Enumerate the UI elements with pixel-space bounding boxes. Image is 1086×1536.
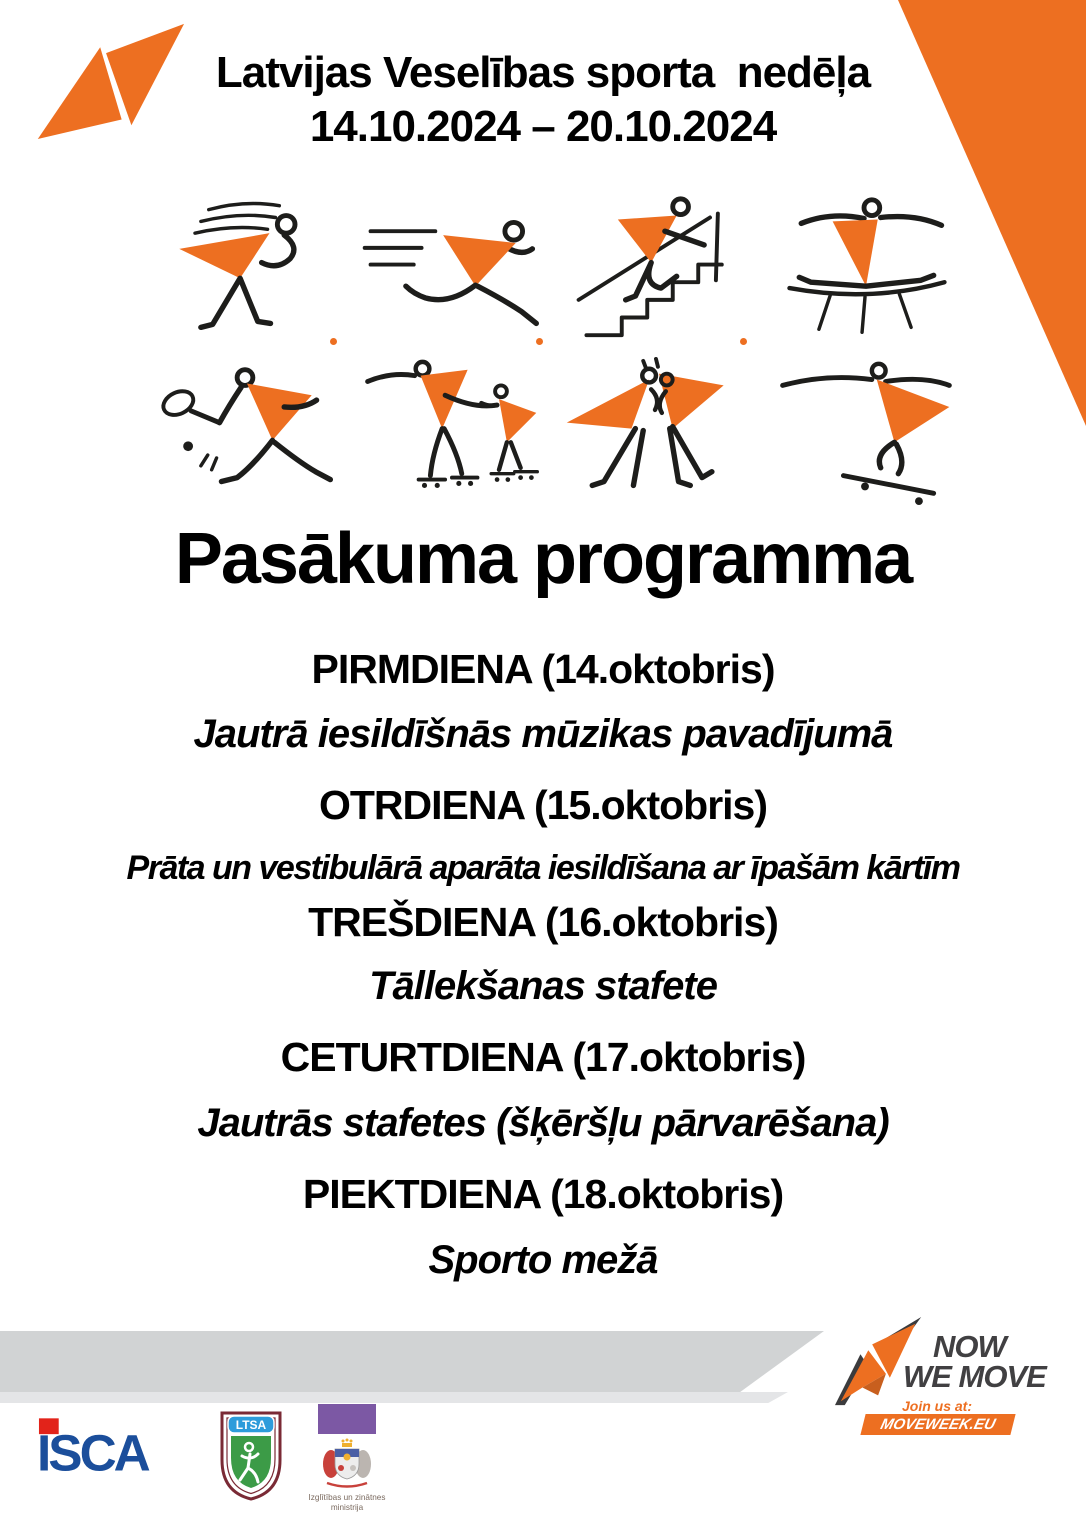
program-heading: Pasākuma programma	[174, 519, 912, 599]
program-day: PIRMDIENA (14.oktobris)	[311, 646, 775, 692]
separator-dot	[536, 338, 543, 345]
nowwemove-bird-icon	[30, 20, 186, 176]
nwm-line1: NOW	[933, 1329, 1006, 1364]
nowwemove-wordmark	[903, 1329, 1086, 1394]
separator-dot	[330, 338, 337, 345]
ministry-purple-banner	[318, 1404, 376, 1434]
program-day: CETURTDIENA (17.oktobris)	[280, 1034, 806, 1080]
ltsa-logo	[218, 1410, 284, 1502]
poster-title-line2: 14.10.2024 – 20.10.2024	[309, 102, 777, 151]
latvia-coat-of-arms-icon	[323, 1439, 371, 1487]
program-day: PIEKTDIENA (18.oktobris)	[302, 1171, 784, 1217]
nwm-line2: WE MOVE	[903, 1359, 1046, 1394]
footer-gray-band-light	[0, 1392, 788, 1403]
stair-climbing-figure-icon	[560, 192, 760, 344]
program-activity: Jautrā iesildīšnās mūzikas pavadījumā	[193, 712, 893, 756]
separator-dot	[740, 338, 747, 345]
footer-gray-band	[0, 1331, 824, 1394]
isca-logo	[36, 1416, 194, 1474]
moveweek-url: MOVEWEEK.EU	[878, 1416, 998, 1433]
ministry-label-line2: ministrija	[330, 1503, 364, 1512]
program-activity: Jautrās stafetes (šķēršļu pārvarēšana)	[197, 1101, 889, 1145]
dancing-figures-icon	[555, 356, 755, 508]
moveweek-url-banner	[860, 1414, 1015, 1435]
ltsa-label: LTSA	[235, 1418, 267, 1432]
poster-title-line1: Latvijas Veselības sporta nedēļa	[215, 48, 871, 97]
tennis-figure-icon	[145, 356, 345, 508]
skateboarding-figure-icon	[765, 356, 965, 508]
ministry-label-line1: Izglītības un zinātnes	[308, 1493, 386, 1502]
roller-skating-figures-icon	[350, 356, 550, 508]
program-day: OTRDIENA (15.oktobris)	[318, 782, 768, 828]
trampoline-figure-icon	[765, 192, 965, 344]
program-activity: Tāllekšanas stafete	[369, 964, 717, 1008]
program-day: TREŠDIENA (16.oktobris)	[308, 899, 778, 945]
stretching-figure-icon	[145, 192, 345, 344]
program-activity: Sporto mežā	[428, 1238, 658, 1282]
nwm-join-text: Join us at:	[901, 1398, 972, 1414]
program-activity: Prāta un vestibulārā aparāta iesildīšana ar īpašām kārtīm	[126, 849, 960, 887]
isca-label: ISCA	[36, 1424, 148, 1474]
ministry-logo	[303, 1404, 393, 1516]
running-figure-icon	[350, 192, 550, 344]
